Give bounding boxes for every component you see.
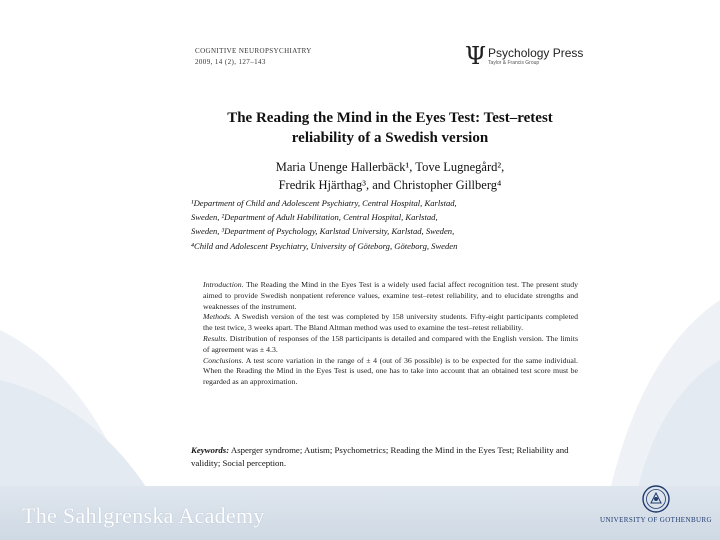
paper-authors <box>185 158 595 194</box>
authors-line: Fredrik Hjärthag³, and Christopher Gillberg⁴ <box>278 178 502 192</box>
journal-citation: 2009, 14 (2), 127–143 <box>195 58 266 66</box>
university-name: UNIVERSITY OF GOTHENBURG <box>599 516 712 524</box>
affiliation-line: Sweden, ²Department of Adult Habilitation, Central Hospital, Karlstad, <box>191 212 438 223</box>
abstract-results: Results. Distribution of responses of the 158 participants is detailed and compared with the English version. The limits of agreement was ± 4.3. <box>203 333 578 354</box>
keywords-label: Keywords: <box>191 445 230 455</box>
abstract-conclusions: Conclusions. A test score variation in the range of ± 4 (out of 36 possible) is to be expected for the same individual. When the Reading the Mind in the Eyes Test is used, one has to take into account that an obtained test score must be regarded as an approximation. <box>203 355 578 387</box>
publisher-name: Psychology Press <box>488 46 584 60</box>
university-logo <box>596 484 716 524</box>
affiliation-line: ⁴Child and Adolescent Psychiatry, University of Göteborg, Göteborg, Sweden <box>191 240 458 251</box>
psi-logo-icon: Ψ <box>465 42 487 70</box>
paper-title-line: reliability of a Swedish version <box>291 130 489 146</box>
keywords <box>191 444 591 469</box>
abstract-methods: Methods. A Swedish version of the test was completed by 158 university students. Fifty-eight participants completed the test twice, 3 weeks apart. The Bland Altman method was used to examine the test–retest reliability. <box>203 312 578 333</box>
affiliation-line: Sweden, ³Department of Psychology, Karlstad University, Karlstad, Sweden, <box>191 226 455 237</box>
academy-name: The Sahlgrenska Academy <box>22 503 265 528</box>
keywords-text: Asperger syndrome; Autism; Psychometrics; Reading the Mind in the Eyes Test; Reliability and validity; Social perception. <box>191 445 569 468</box>
abstract-introduction: Introduction. The Reading the Mind in the Eyes Test is a widely used facial affect recognition test. The present study aimed to provide Swedish nonpatient reference values, examine test–retest reliability, and to elucidate strengths and weaknesses of the instrument. <box>203 280 578 311</box>
university-seal-icon <box>641 484 671 514</box>
affiliations <box>191 196 591 253</box>
abstract <box>203 280 578 388</box>
journal-name: COGNITIVE NEUROPSYCHIATRY <box>195 47 312 55</box>
authors-line: Maria Unenge Hallerbäck¹, Tove Lugnegård², <box>275 160 505 174</box>
paper-title-line: The Reading the Mind in the Eyes Test: Test–retest <box>227 110 553 126</box>
paper-scan <box>185 38 595 478</box>
journal-header <box>195 46 312 68</box>
publisher-group: Taylor & Francis Group <box>488 60 540 66</box>
publisher-logo <box>465 42 584 70</box>
paper-title <box>185 108 595 148</box>
affiliation-line: ¹Department of Child and Adolescent Psychiatry, Central Hospital, Karlstad, <box>191 198 457 208</box>
